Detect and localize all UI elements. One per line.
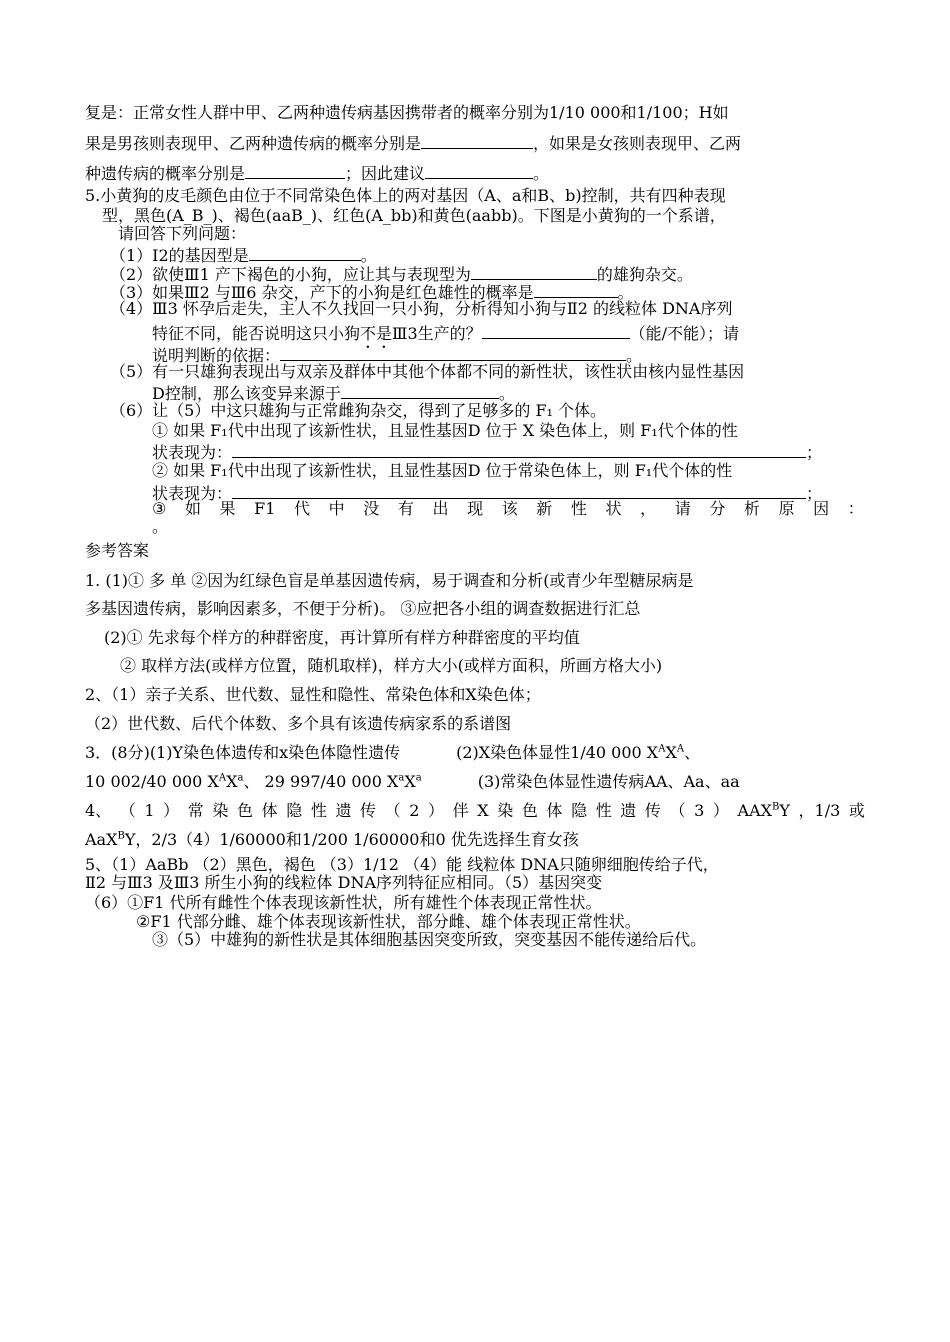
q5-p3-text: （3）如果Ⅲ2 与Ⅲ6 杂交，产下的小狗是红色雄性的概率是 <box>110 283 534 302</box>
a1-text-2: 多基因遗传病，影响因素多，不便于分析)。 ③应把各小组的调查数据进行汇总 <box>85 599 641 618</box>
q5-p2-end: 的雄狗杂交。 <box>596 265 693 284</box>
a4-char: 传 <box>360 801 377 820</box>
intro-text-2b: ，如果是女孩则表现甲、乙两 <box>533 134 742 153</box>
q5-p5-end: 。 <box>498 384 515 403</box>
q5-p4-text-2a: 特征不同，能否说明这只小狗 <box>152 324 361 343</box>
q5-part-4-line-1 <box>110 299 733 319</box>
a4-char: 传 <box>644 801 661 820</box>
a5-text-3: （6）①F1 代所有雌性个体表现该新性状，所有雄性个体表现正常性状。 <box>85 893 602 912</box>
q5-p6-3-char: 性 <box>570 499 587 518</box>
q5-p6-3-char: ： <box>847 499 864 518</box>
answer-2-line-2 <box>85 714 511 734</box>
q5-p6-3-char: 析 <box>743 499 760 518</box>
blank-q5-1[interactable] <box>249 243 361 261</box>
blank-q5-2[interactable] <box>471 262 597 280</box>
answer-5-line-2 <box>85 873 602 893</box>
q5-part-6-3-line-2 <box>152 517 168 537</box>
a4-text-2a: AaX <box>85 830 118 849</box>
q5-p4-text-3: 说明判断的依据： <box>152 346 281 365</box>
a4-char: X <box>477 801 489 820</box>
a3-text-2g: X <box>404 772 416 791</box>
a4-char: 常 <box>187 801 204 820</box>
blank-q5-6-1[interactable] <box>232 440 806 458</box>
a4-char: 3 <box>694 801 705 820</box>
blank-q5-5[interactable] <box>341 381 499 399</box>
answer-4-line-2 <box>85 830 579 850</box>
a3-text-2e: 、 29 997/40 000 X <box>243 772 399 791</box>
answer-4-line-1 <box>85 801 865 821</box>
q5-p6-1-text: ① 如果 F₁代中出现了该新性状，且显性基因D 位于 X 染色体上，则 F₁代个体的性 <box>152 421 738 440</box>
blank-q5-3[interactable] <box>534 280 618 298</box>
a4-char: 遗 <box>335 801 352 820</box>
q5-p6-3-char: F1 <box>254 499 276 518</box>
a2-text-2: （2）世代数、后代个体数、多个具有该遗传病家系的系谱图 <box>85 714 512 733</box>
q5-p6-3-end: 。 <box>152 517 169 536</box>
a3-sup-1: A <box>658 743 666 755</box>
q5-p3-end: 。 <box>617 283 634 302</box>
a3-sup-3: A <box>218 772 227 784</box>
a4-char: AAX <box>737 801 773 820</box>
answer-1-line-2 <box>85 599 640 619</box>
q5-text-3: 请回答下列问题： <box>118 224 247 243</box>
answer-3-line-2 <box>85 772 740 792</box>
a4-char: （ <box>384 801 401 820</box>
answers-title-text: 参考答案 <box>85 541 150 560</box>
answer-2-line-1 <box>85 685 541 705</box>
blank-girl-probability[interactable] <box>245 161 345 179</box>
blank-q5-4-yesno[interactable] <box>482 321 630 339</box>
a3-sup-6: a <box>415 772 422 784</box>
q5-p6-3-char: ③ <box>152 499 167 518</box>
a1-text-3: (2)① 先求每个样方的种群密度，再计算所有样方种群密度的平均值 <box>104 628 580 647</box>
a4-char: 或 <box>848 801 865 820</box>
blank-q5-4-reason[interactable] <box>280 343 626 361</box>
q5-text-2: 型，黑色(A_B_)、褐色(aaB_)、红色(A_bb)和黄色(aabb)。下图是小黄狗的一个系谱， <box>102 206 726 225</box>
q5-p6-3-char: 没 <box>363 499 380 518</box>
answer-1-line-1 <box>85 571 694 591</box>
q5-line-2 <box>102 206 726 226</box>
q5-p6-3-char: 出 <box>432 499 449 518</box>
q5-p6-3-char: 状 <box>605 499 622 518</box>
a5-text-5: ③（5）中雄狗的新性状是其体细胞基因突变所致，突变基因不能传递给后代。 <box>152 930 707 949</box>
a4-char: 1 <box>144 801 155 820</box>
blank-suggestion[interactable] <box>425 161 533 179</box>
a4-sup-2: B <box>117 830 125 842</box>
q5-p2-text: （2）欲使Ⅲ1 产下褐色的小狗，应让其与表现型为 <box>110 265 471 284</box>
intro-line-3 <box>85 161 549 184</box>
q5-p6-1-end: ； <box>806 443 823 462</box>
a3-text-2i: (3)常染色体显性遗传病AA、Aa、aa <box>477 772 740 791</box>
q5-part-5-line-1 <box>110 362 744 382</box>
q5-p6-3-char: 新 <box>536 499 553 518</box>
a1-text-1: 1. (1)① 多 单 ②因为红绿色盲是单基因遗传病，易于调查和分析(或青少年型糖尿病是 <box>85 571 694 590</box>
a4-char: 色 <box>237 801 254 820</box>
a4-char: ，1/3 <box>798 801 841 820</box>
q5-p6-3-char: 现 <box>467 499 484 518</box>
a4-char: 隐 <box>286 801 303 820</box>
q5-text-1: 5.小黄狗的皮毛颜色由位于不同常染色体上的两对基因（A、a和B、b)控制，共有四种表现 <box>85 186 726 205</box>
a4-char: 性 <box>595 801 612 820</box>
a4-char: 遗 <box>620 801 637 820</box>
q5-part-6-2-line-1 <box>152 461 732 481</box>
q5-part-6-3-line-1 <box>152 499 864 519</box>
a4-char: （ <box>119 801 136 820</box>
intro-text-1: 复是：正常女性人群中甲、乙两种遗传病基因携带者的概率分别为1/10 000和1/100；H如 <box>85 103 729 122</box>
a3-sup-4: a <box>237 772 244 784</box>
q5-p6-3-char: 原 <box>778 499 795 518</box>
intro-line-1 <box>85 103 729 123</box>
q5-p6-text: （6）让（5）中这只雄狗与正常雌狗杂交，得到了足够多的 F₁ 个体。 <box>110 401 607 420</box>
a3-sup-2: A <box>676 743 685 755</box>
a5-text-2: Ⅱ2 与Ⅲ3 及Ⅲ3 所生小狗的线粒体 DNA序列特征应相同。（5）基因突变 <box>85 873 603 892</box>
q5-p6-3-char: 因 <box>813 499 830 518</box>
q5-line-3 <box>118 224 246 244</box>
intro-text-3b: ；因此建议 <box>345 164 426 183</box>
q5-p4-end: 。 <box>626 346 643 365</box>
intro-line-2 <box>85 131 741 154</box>
a3-text-1d: X <box>665 743 677 762</box>
answer-1-line-4 <box>120 656 662 676</box>
q5-p4-text-1: （4）Ⅲ3 怀孕后走失，主人不久找回一只小狗，分析得知小狗与Ⅱ2 的线粒体 DNA序列 <box>110 299 733 318</box>
q5-p1-end: 。 <box>360 246 377 265</box>
q5-part-6 <box>110 401 606 421</box>
q5-p6-3-char: 如 <box>184 499 201 518</box>
a4-char: 染 <box>497 801 514 820</box>
a4-char: 色 <box>521 801 538 820</box>
a3-text-1b: (2)X染色体显性1/40 000 X <box>456 743 659 762</box>
q5-p4-text-2b: Ⅲ3生产的？ <box>392 324 482 343</box>
a4-sup-1: B <box>772 801 780 813</box>
a3-sup-5: a <box>398 772 405 784</box>
q5-part-6-1-line-1 <box>152 421 738 441</box>
answer-1-line-3 <box>104 628 580 648</box>
a4-text-2c: Y，2/3（4）1/60000和1/200 1/60000和0 优先选择生育女孩 <box>124 830 579 849</box>
q5-p6-3-char: 分 <box>709 499 726 518</box>
answer-5-line-5 <box>152 930 706 950</box>
a4-char: 体 <box>546 801 563 820</box>
answer-5-line-3 <box>85 893 602 913</box>
q5-p6-3-char: 果 <box>219 499 236 518</box>
q5-p6-1-label: 状表现为： <box>152 443 233 462</box>
q5-p6-2-text: ② 如果 F₁代中出现了该新性状，且显性基因D 位于常染色体上，则 F₁代个体的性 <box>152 461 733 480</box>
a4-char: 体 <box>261 801 278 820</box>
q5-p1-text: （1）Ⅰ2的基因型是 <box>110 246 249 265</box>
a4-char: ） <box>428 801 445 820</box>
intro-text-2a: 果是男孩则表现甲、乙两种遗传病的概率分别是 <box>85 134 422 153</box>
a4-char: 伴 <box>452 801 469 820</box>
a4-char: 4、 <box>85 801 112 820</box>
q5-line-1 <box>85 186 726 206</box>
blank-boy-probability[interactable] <box>421 131 533 149</box>
a4-char: ） <box>712 801 729 820</box>
a3-text-1f: 、 <box>684 743 701 762</box>
a2-text-1: 2、（1）亲子关系、世代数、显性和隐性、常染色体和X染色体； <box>85 685 541 704</box>
q5-part-6-1-line-2 <box>152 440 822 463</box>
q5-p6-3-char: 请 <box>674 499 691 518</box>
answers-title <box>85 541 149 561</box>
a4-char: 隐 <box>571 801 588 820</box>
intro-text-3c: 。 <box>533 164 550 183</box>
a4-char: 2 <box>409 801 420 820</box>
answer-3-line-1 <box>85 743 700 763</box>
a1-text-4: ② 取样方法(或样方位置，随机取样)，样方大小(或样方面积，所画方格大小) <box>120 656 663 675</box>
a4-char: 性 <box>310 801 327 820</box>
a4-char: （ <box>669 801 686 820</box>
q5-p6-3-char: 中 <box>328 499 345 518</box>
blank-q5-6-2[interactable] <box>232 481 806 499</box>
a3-text-2a: 10 002/40 000 X <box>85 772 219 791</box>
a3-text-1a: 3．(8分)(1)Y染色体遗传和x染色体隐性遗传 <box>85 743 401 762</box>
q5-p6-2-end: ； <box>806 484 823 503</box>
a4-char: 染 <box>212 801 229 820</box>
answer-5-line-4 <box>136 912 641 932</box>
a4-char: Y <box>779 801 790 820</box>
q5-p5-text-1: （5）有一只雄狗表现出与双亲及群体中其他个体都不同的新性状，该性状由核内显性基因 <box>110 362 745 381</box>
intro-text-3a: 种遗传病的概率分别是 <box>85 164 246 183</box>
q5-p5-text-2: D控制，那么该变异来源于 <box>152 384 341 403</box>
a4-char: ） <box>163 801 180 820</box>
a3-text-2c: X <box>226 772 238 791</box>
q5-p6-3-char: 有 <box>397 499 414 518</box>
q5-p4-text-2c: （能/不能）；请 <box>629 324 740 343</box>
q5-p6-2-label: 状表现为： <box>152 484 233 503</box>
a4-genotype <box>738 801 790 821</box>
q5-p6-3-char: 代 <box>294 499 311 518</box>
a5-text-1: 5、（1）AaBb （2）黑色，褐色 （3）1/12 （4）能 线粒体 DNA只随卵细胞传给子代， <box>85 855 719 874</box>
answer-5-line-1 <box>85 855 719 875</box>
q5-p4-emphasis: 不是 <box>360 324 393 343</box>
a5-text-4: ②F1 代部分雌、雄个体表现该新性状，部分雌、雄个体表现正常性状。 <box>136 912 641 931</box>
q5-p6-3-char: 该 <box>501 499 518 518</box>
q5-p6-3-char: ， <box>640 499 657 518</box>
